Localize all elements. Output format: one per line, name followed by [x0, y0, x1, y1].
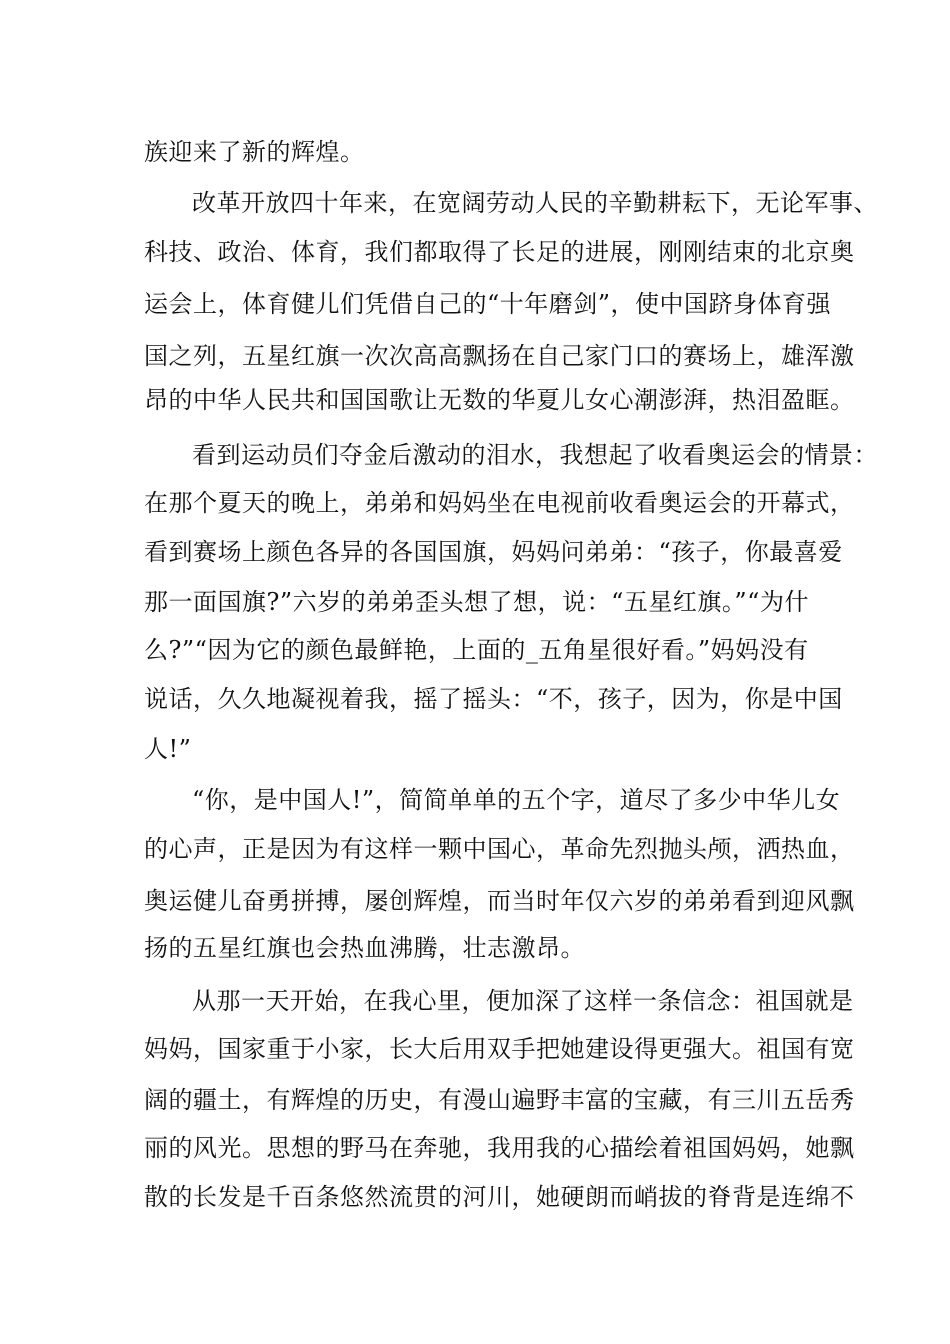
paragraph-start: 从那一天开始，在我心里，便加深了这样一条信念：祖国就是	[192, 987, 854, 1015]
text-line: 科技、政治、体育，我们都取得了长足的进展，刚刚结束的北京奥	[144, 238, 855, 266]
text-line: 说话，久久地凝视着我，摇了摇头：“不，孩子，因为，你是中国	[144, 685, 843, 713]
text-line: 阔的疆土，有辉煌的历史，有漫山遍野丰富的宝藏，有三川五岳秀	[144, 1086, 855, 1114]
text-line: 族迎来了新的辉煌。	[144, 138, 365, 166]
paragraph-start: 改革开放四十年来，在宽阔劳动人民的辛勤耕耘下，无论军事、	[192, 189, 878, 217]
text-line: 扬的五星红旗也会热血沸腾，壮志激昂。	[144, 934, 585, 962]
text-line: 散的长发是千百条悠然流贯的河川，她硬朗而峭拔的脊背是连绵不	[144, 1183, 855, 1211]
text-line: 看到赛场上颜色各异的各国国旗，妈妈问弟弟：“孩子，你最喜爱	[144, 538, 843, 566]
text-line: 人!”	[144, 735, 192, 763]
text-line: 么?”“因为它的颜色最鲜艳，上面的_五角星很好看。”妈妈没有	[144, 636, 809, 664]
paragraph-start: 看到运动员们夺金后激动的泪水，我想起了收看奥运会的情景：	[192, 441, 878, 469]
text-line: 昂的中华人民共和国国歌让无数的华夏儿女心潮澎湃，热泪盈眶。	[144, 386, 855, 414]
text-line: 丽的风光。思想的野马在奔驰，我用我的心描绘着祖国妈妈，她飘	[144, 1134, 855, 1162]
text-line: 奥运健儿奋勇拼搏，屡创辉煌，而当时年仅六岁的弟弟看到迎风飘	[144, 887, 855, 915]
text-line: 妈妈，国家重于小家，长大后用双手把她建设得更强大。祖国有宽	[144, 1035, 855, 1063]
paragraph-start: “你，是中国人!”，简简单单的五个字，道尽了多少中华儿女	[192, 786, 841, 814]
text-line: 国之列，五星红旗一次次高高飘扬在自己家门口的赛场上，雄浑激	[144, 342, 855, 370]
text-line: 运会上，体育健儿们凭借自己的“十年磨剑”，使中国跻身体育强	[144, 290, 832, 318]
text-line: 的心声，正是因为有这样一颗中国心，革命先烈抛头颅，洒热血，	[144, 835, 855, 863]
text-line: 那一面国旗?”六岁的弟弟歪头想了想，说：“五星红旗。”“为什	[144, 588, 809, 616]
text-line: 在那个夏天的晚上，弟弟和妈妈坐在电视前收看奥运会的开幕式，	[144, 489, 855, 517]
